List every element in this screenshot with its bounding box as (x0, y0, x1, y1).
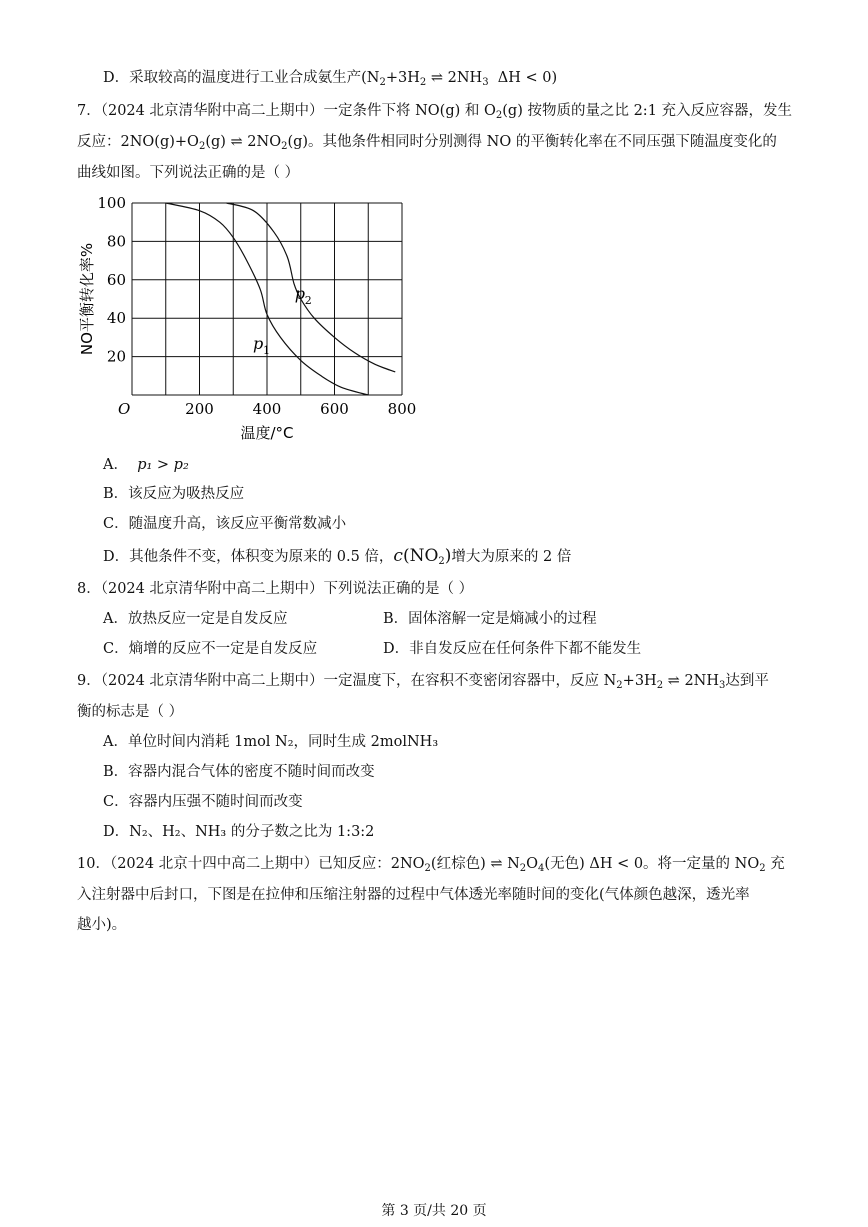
y-tick-label: 20 (106, 347, 126, 366)
q8-option-a: A．放热反应一定是自发反应 (103, 611, 288, 627)
y-tick-label: 60 (106, 270, 126, 289)
q9-option-a: A．单位时间内消耗 1mol N₂，同时生成 2molNH₃ (103, 734, 439, 750)
q9-option-d: D．N₂、H₂、NH₃ 的分子数之比为 1:3:2 (103, 824, 375, 840)
question-number: 9． (77, 673, 101, 689)
q7-line-3: 曲线如图。下列说法正确的是（ ） (77, 165, 300, 181)
option-text: 采取较高的温度进行工业合成氨生产( (129, 70, 367, 86)
y-axis-label: NO平衡转化率% (78, 242, 96, 356)
question-source: （2024 北京清华附中高二上期中） (100, 673, 324, 689)
q8-option-c: C．熵增的反应不一定是自发反应 (103, 641, 318, 657)
q10-line-2: 入注射器中后封口，下图是在拉伸和压缩注射器的过程中气体透光率随时间的变化(气体颜色越深，透光率 (77, 887, 750, 903)
x-tick-label: 800 (387, 400, 417, 418)
equation: $N_2+3H_2$ ⇌ $2NH_3$ ΔH < 0 (366, 70, 552, 88)
q9-line-1: 9．（2024 北京清华附中高二上期中）一定温度下，在容积不变密闭容器中，反应 $N_2+3H_2$ ⇌ $2NH_3$达到平 (77, 673, 769, 691)
question-number: 7． (77, 103, 101, 119)
q8-line-1: 8．（2024 北京清华附中高二上期中）下列说法正确的是（ ） (77, 581, 474, 597)
x-tick-labels (185, 400, 416, 418)
series-label-p2: p (294, 284, 305, 303)
x-tick-label: 600 (320, 400, 349, 418)
q9-line-2: 衡的标志是（ ） (77, 704, 184, 720)
q7-line-1: 7．（2024 北京清华附中高二上期中）一定条件下将 NO(g) 和 $O_2(g)$ 按物质的量之比 2:1 充入反应容器，发生 (77, 103, 793, 121)
series-label-sub-p2: 2 (304, 294, 312, 307)
q7-option-d: D．其他条件不变，体积变为原来的 0.5 倍，$c(NO_2)$增大为原来的 2 倍 (103, 546, 572, 567)
series-label-p1: p (253, 333, 264, 353)
q9-option-c: C．容器内压强不随时间而改变 (103, 794, 303, 810)
x-axis-label: 温度/°C (240, 424, 294, 442)
conversion-chart (70, 190, 430, 445)
page-footer: 第 3 页/共 20 页 (381, 1203, 487, 1219)
q7-option-b: B．该反应为吸热反应 (103, 486, 245, 502)
q9-option-b: B．容器内混合气体的密度不随时间而改变 (103, 764, 375, 780)
question-source: （2024 北京清华附中高二上期中） (100, 103, 324, 119)
y-tick-label: 80 (106, 232, 126, 251)
x-tick-label: 400 (252, 400, 282, 418)
question-source: （2024 北京十四中高二上期中） (109, 856, 319, 872)
q6-option-d: D．采取较高的温度进行工业合成氨生产($N_2+3H_2$ ⇌ $2NH_3$ ΔH < 0) (103, 70, 558, 88)
question-source: （2024 北京清华附中高二上期中） (100, 581, 324, 597)
question-number: 8． (77, 581, 101, 597)
x-tick-label: 200 (185, 400, 214, 418)
q8-option-b: B．固体溶解一定是熵减小的过程 (383, 611, 597, 627)
q10-line-1: 10．（2024 北京十四中高二上期中）已知反应：$2NO_2$(红棕色) ⇌ $N_2O_4$(无色) ΔH < 0。将一定量的 $NO_2$ 充 (77, 856, 785, 874)
series-line-p2 (227, 203, 396, 372)
series-label-sub-p1: 1 (263, 343, 270, 357)
y-tick-labels (97, 194, 126, 366)
chart-series (166, 203, 396, 395)
chart-grid (132, 203, 402, 395)
y-tick-label: 100 (97, 194, 126, 212)
q8-option-d: D．非自发反应在任何条件下都不能发生 (383, 641, 642, 657)
origin-label: O (118, 400, 131, 418)
option-label: D． (103, 70, 130, 86)
q7-option-c: C．随温度升高，该反应平衡常数减小 (103, 516, 347, 532)
question-number: 10． (77, 856, 110, 872)
y-tick-label: 40 (106, 309, 126, 328)
q10-line-3: 越小)。 (77, 917, 127, 933)
q7-line-2: 反应：$2NO(g)+O_2(g)$ ⇌ $2NO_2(g)$。其他条件相同时分别测得 NO 的平衡转化率在不同压强下随温度变化的 (77, 134, 777, 152)
q7-option-a: A． p₁ > p₂ (103, 457, 189, 473)
